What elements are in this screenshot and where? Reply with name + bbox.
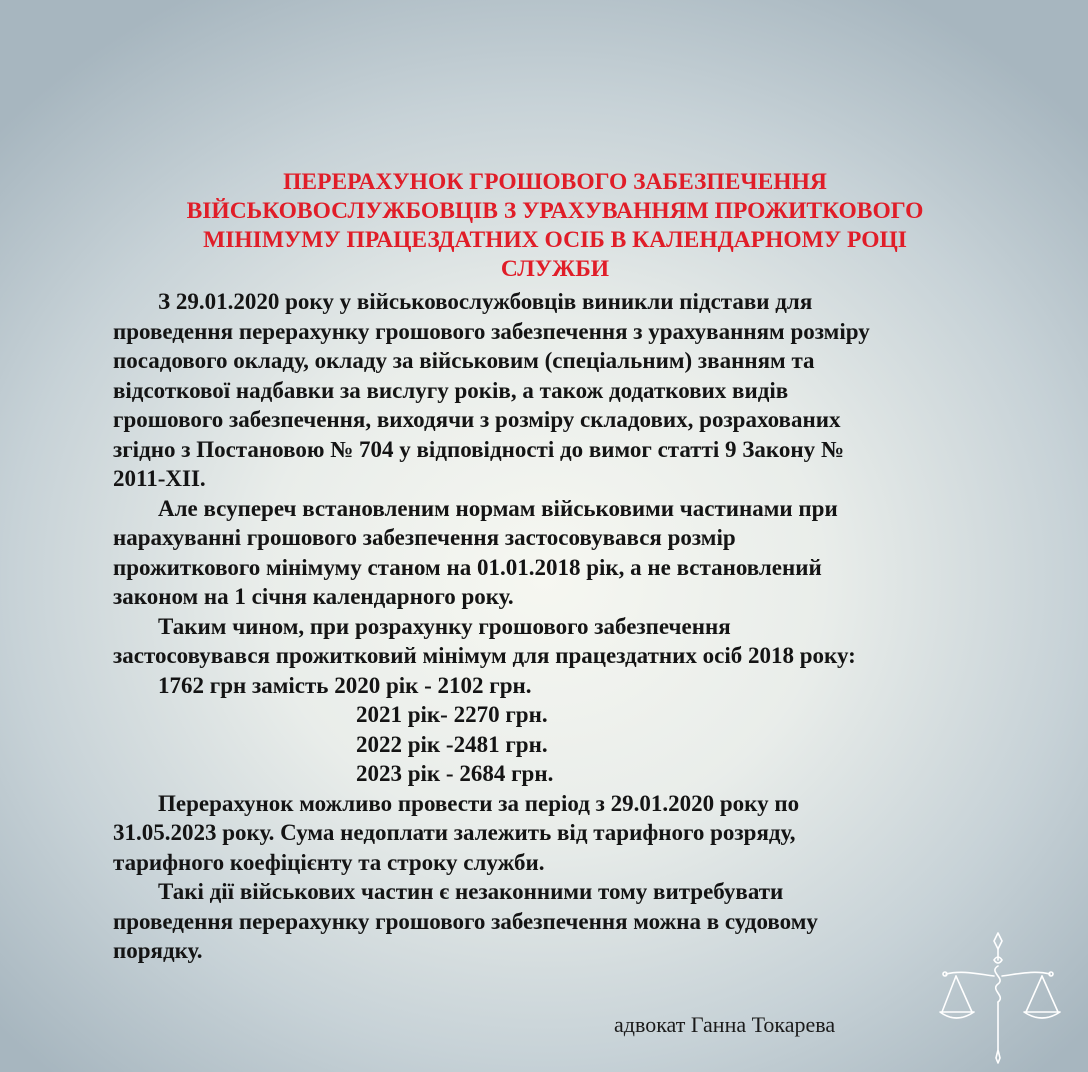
amount-line: 2022 рік -2481 грн. xyxy=(356,731,548,757)
amount-line: 2023 рік - 2684 грн. xyxy=(356,761,554,786)
title-line: СЛУЖБИ xyxy=(500,256,610,282)
title-line: МІНІМУМУ ПРАЦЕЗДАТНИХ ОСІБ В КАЛЕНДАРНОМУ РОЦІ xyxy=(203,227,907,253)
text-line: прожиткового мінімуму станом на 01.01.2018 рік, а не встановлений xyxy=(113,554,822,580)
paragraph-violation xyxy=(113,494,993,612)
text-line: застосовувався прожитковий мінімум для працездатних осіб 2018 року: xyxy=(113,643,856,668)
text-line: порядку. xyxy=(113,938,203,963)
scales-of-justice-icon xyxy=(938,930,1070,1065)
paragraph-period xyxy=(113,789,993,878)
paragraph-conclusion xyxy=(113,877,993,966)
text-line: Таким чином, при розрахунку грошового забезпечення xyxy=(158,613,731,639)
amount-line: 2021 рік- 2270 грн. xyxy=(356,702,548,727)
title-line: ПЕРЕРАХУНОК ГРОШОВОГО ЗАБЕЗПЕЧЕННЯ xyxy=(283,169,827,195)
text-line: проведення перерахунку грошового забезпечення можна в судовому xyxy=(113,908,818,934)
paragraph-minimum xyxy=(113,612,993,701)
text-line: 2011-XII. xyxy=(113,466,206,491)
signature: адвокат Ганна Токарева xyxy=(614,1012,836,1037)
text-line: Але всупереч встановленим нормам військовими частинами при xyxy=(158,495,838,521)
text-line: Такі дії військових частин є незаконними тому витребувати xyxy=(158,879,784,904)
amounts-list xyxy=(113,700,993,789)
document-body xyxy=(113,287,993,966)
title-line: ВІЙСЬКОВОСЛУЖБОВЦІВ З УРАХУВАННЯМ ПРОЖИТКОВОГО xyxy=(186,198,924,224)
text-line: згідно з Постановою № 704 у відповідності до вимог статті 9 Закону № xyxy=(113,436,844,462)
text-line: посадового окладу, окладу за військовим (спеціальним) званням та xyxy=(113,348,815,373)
document-title xyxy=(90,168,1020,284)
text-line: З 29.01.2020 року у військовослужбовців виникли підстави для xyxy=(158,289,813,314)
text-line: законом на 1 січня календарного року. xyxy=(113,584,514,609)
text-line: відсоткової надбавки за вислугу років, а також додаткових видів xyxy=(113,377,789,403)
text-line: тарифного коефіцієнту та строку служби. xyxy=(113,849,545,875)
text-line: проведення перерахунку грошового забезпечення з урахуванням розміру xyxy=(113,318,870,344)
text-line: 1762 грн замість 2020 рік - 2102 грн. xyxy=(158,672,532,698)
text-line: грошового забезпечення, виходячи з розміру складових, розрахованих xyxy=(113,407,841,432)
text-line: Перерахунок можливо провести за період з 29.01.2020 року по xyxy=(158,790,800,816)
text-line: 31.05.2023 року. Сума недоплати залежить від тарифного розряду, xyxy=(113,820,796,845)
paragraph-grounds xyxy=(113,287,993,494)
text-line: нарахуванні грошового забезпечення застосовувався розмір xyxy=(113,525,736,550)
